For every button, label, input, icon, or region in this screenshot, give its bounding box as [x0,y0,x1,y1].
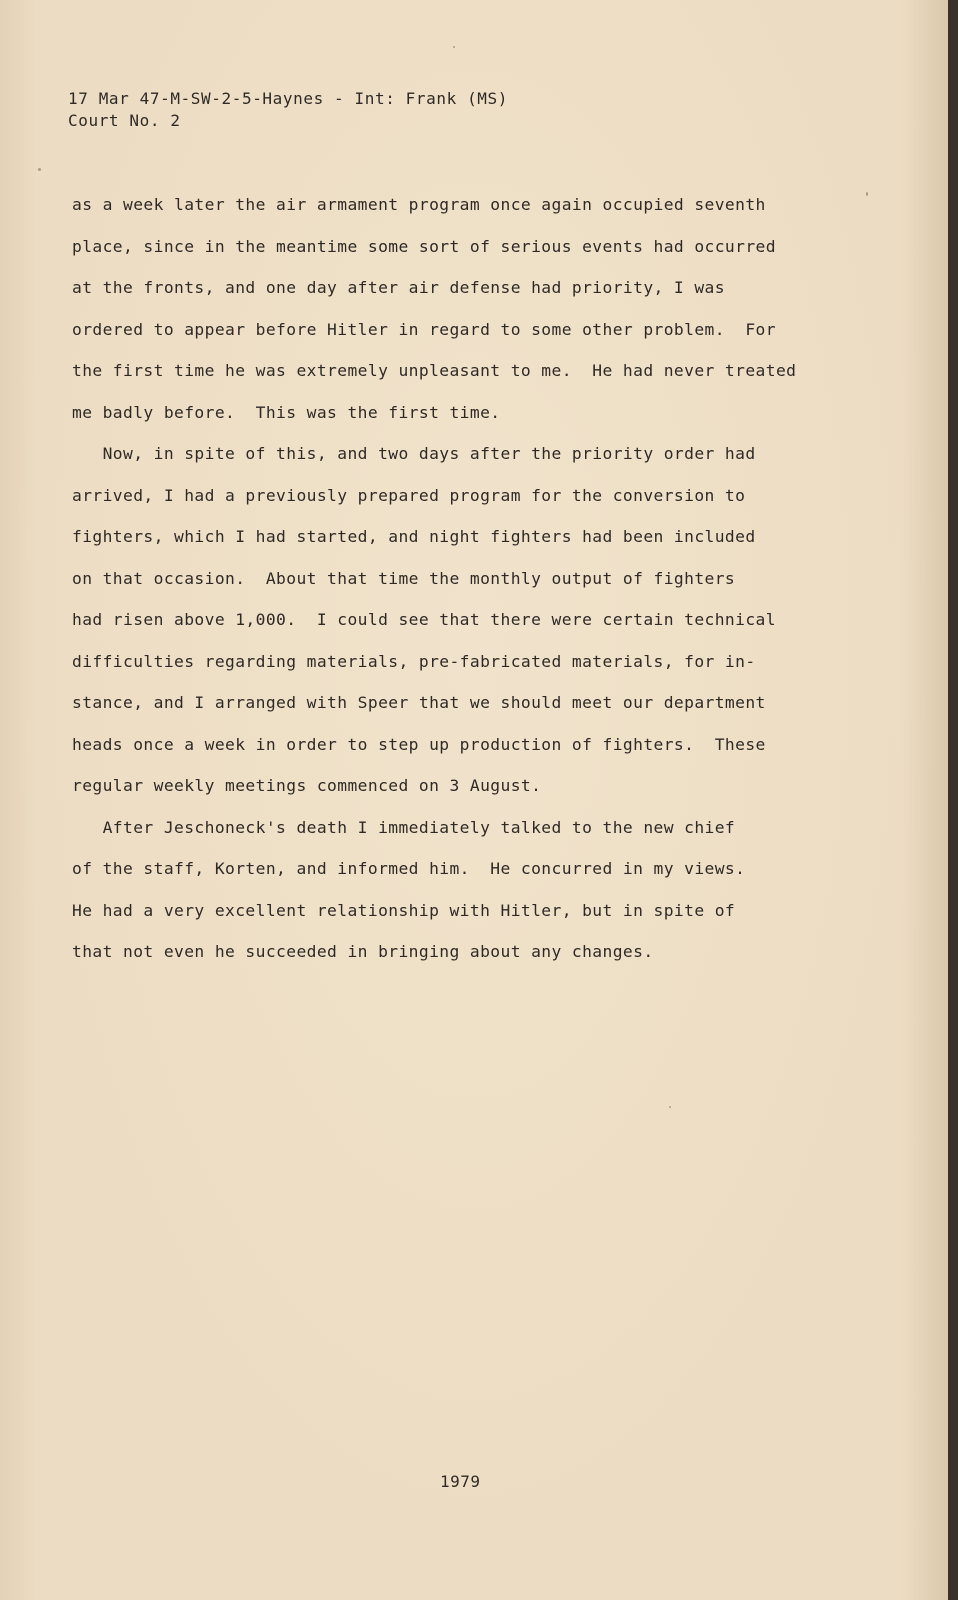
paper-speck [38,168,41,171]
page-number: 1979 [440,1472,481,1491]
text-line: of the staff, Korten, and informed him. He concurred in my views. [72,859,746,878]
paper-speck [453,46,455,48]
paper-speck [669,1106,671,1108]
text-line: difficulties regarding materials, pre-fabricated materials, for in- [72,651,756,671]
scan-edge [948,0,958,1600]
text-line: heads once a week in order to step up production of fighters. These [72,734,766,754]
text-line: arrived, I had a previously prepared program for the conversion to [72,485,746,505]
text-line: me badly before. This was the first time. [72,402,501,422]
text-line: had risen above 1,000. I could see that there were certain technical [72,610,776,629]
text-line: the first time he was extremely unpleasant to me. He had never treated [72,361,797,380]
text-line: ordered to appear before Hitler in regard to some other problem. For [72,319,776,339]
transcript-body [72,184,832,973]
text-line: After Jeschoneck's death I immediately talked to the new chief [72,817,736,837]
text-line: stance, and I arranged with Speer that we should meet our department [72,693,766,712]
header-case-reference: 17 Mar 47-M-SW-2-5-Haynes - Int: Frank (MS) [68,89,509,108]
text-line: that not even he succeeded in bringing about any changes. [72,942,654,961]
text-line: Now, in spite of this, and two days after the priority order had [72,444,756,463]
document-header [68,88,508,132]
text-line: regular weekly meetings commenced on 3 August. [72,776,542,795]
text-line: He had a very excellent relationship with Hitler, but in spite of [72,900,736,920]
text-line: at the fronts, and one day after air defense had priority, I was [72,278,725,297]
text-line: on that occasion. About that time the monthly output of fighters [72,568,736,588]
text-line: fighters, which I had started, and night fighters had been included [72,527,756,546]
header-court-number: Court No. 2 [68,111,181,130]
text-line: as a week later the air armament program once again occupied seventh [72,195,766,214]
text-line: place, since in the meantime some sort of serious events had occurred [72,236,776,256]
paper-speck [866,192,868,196]
